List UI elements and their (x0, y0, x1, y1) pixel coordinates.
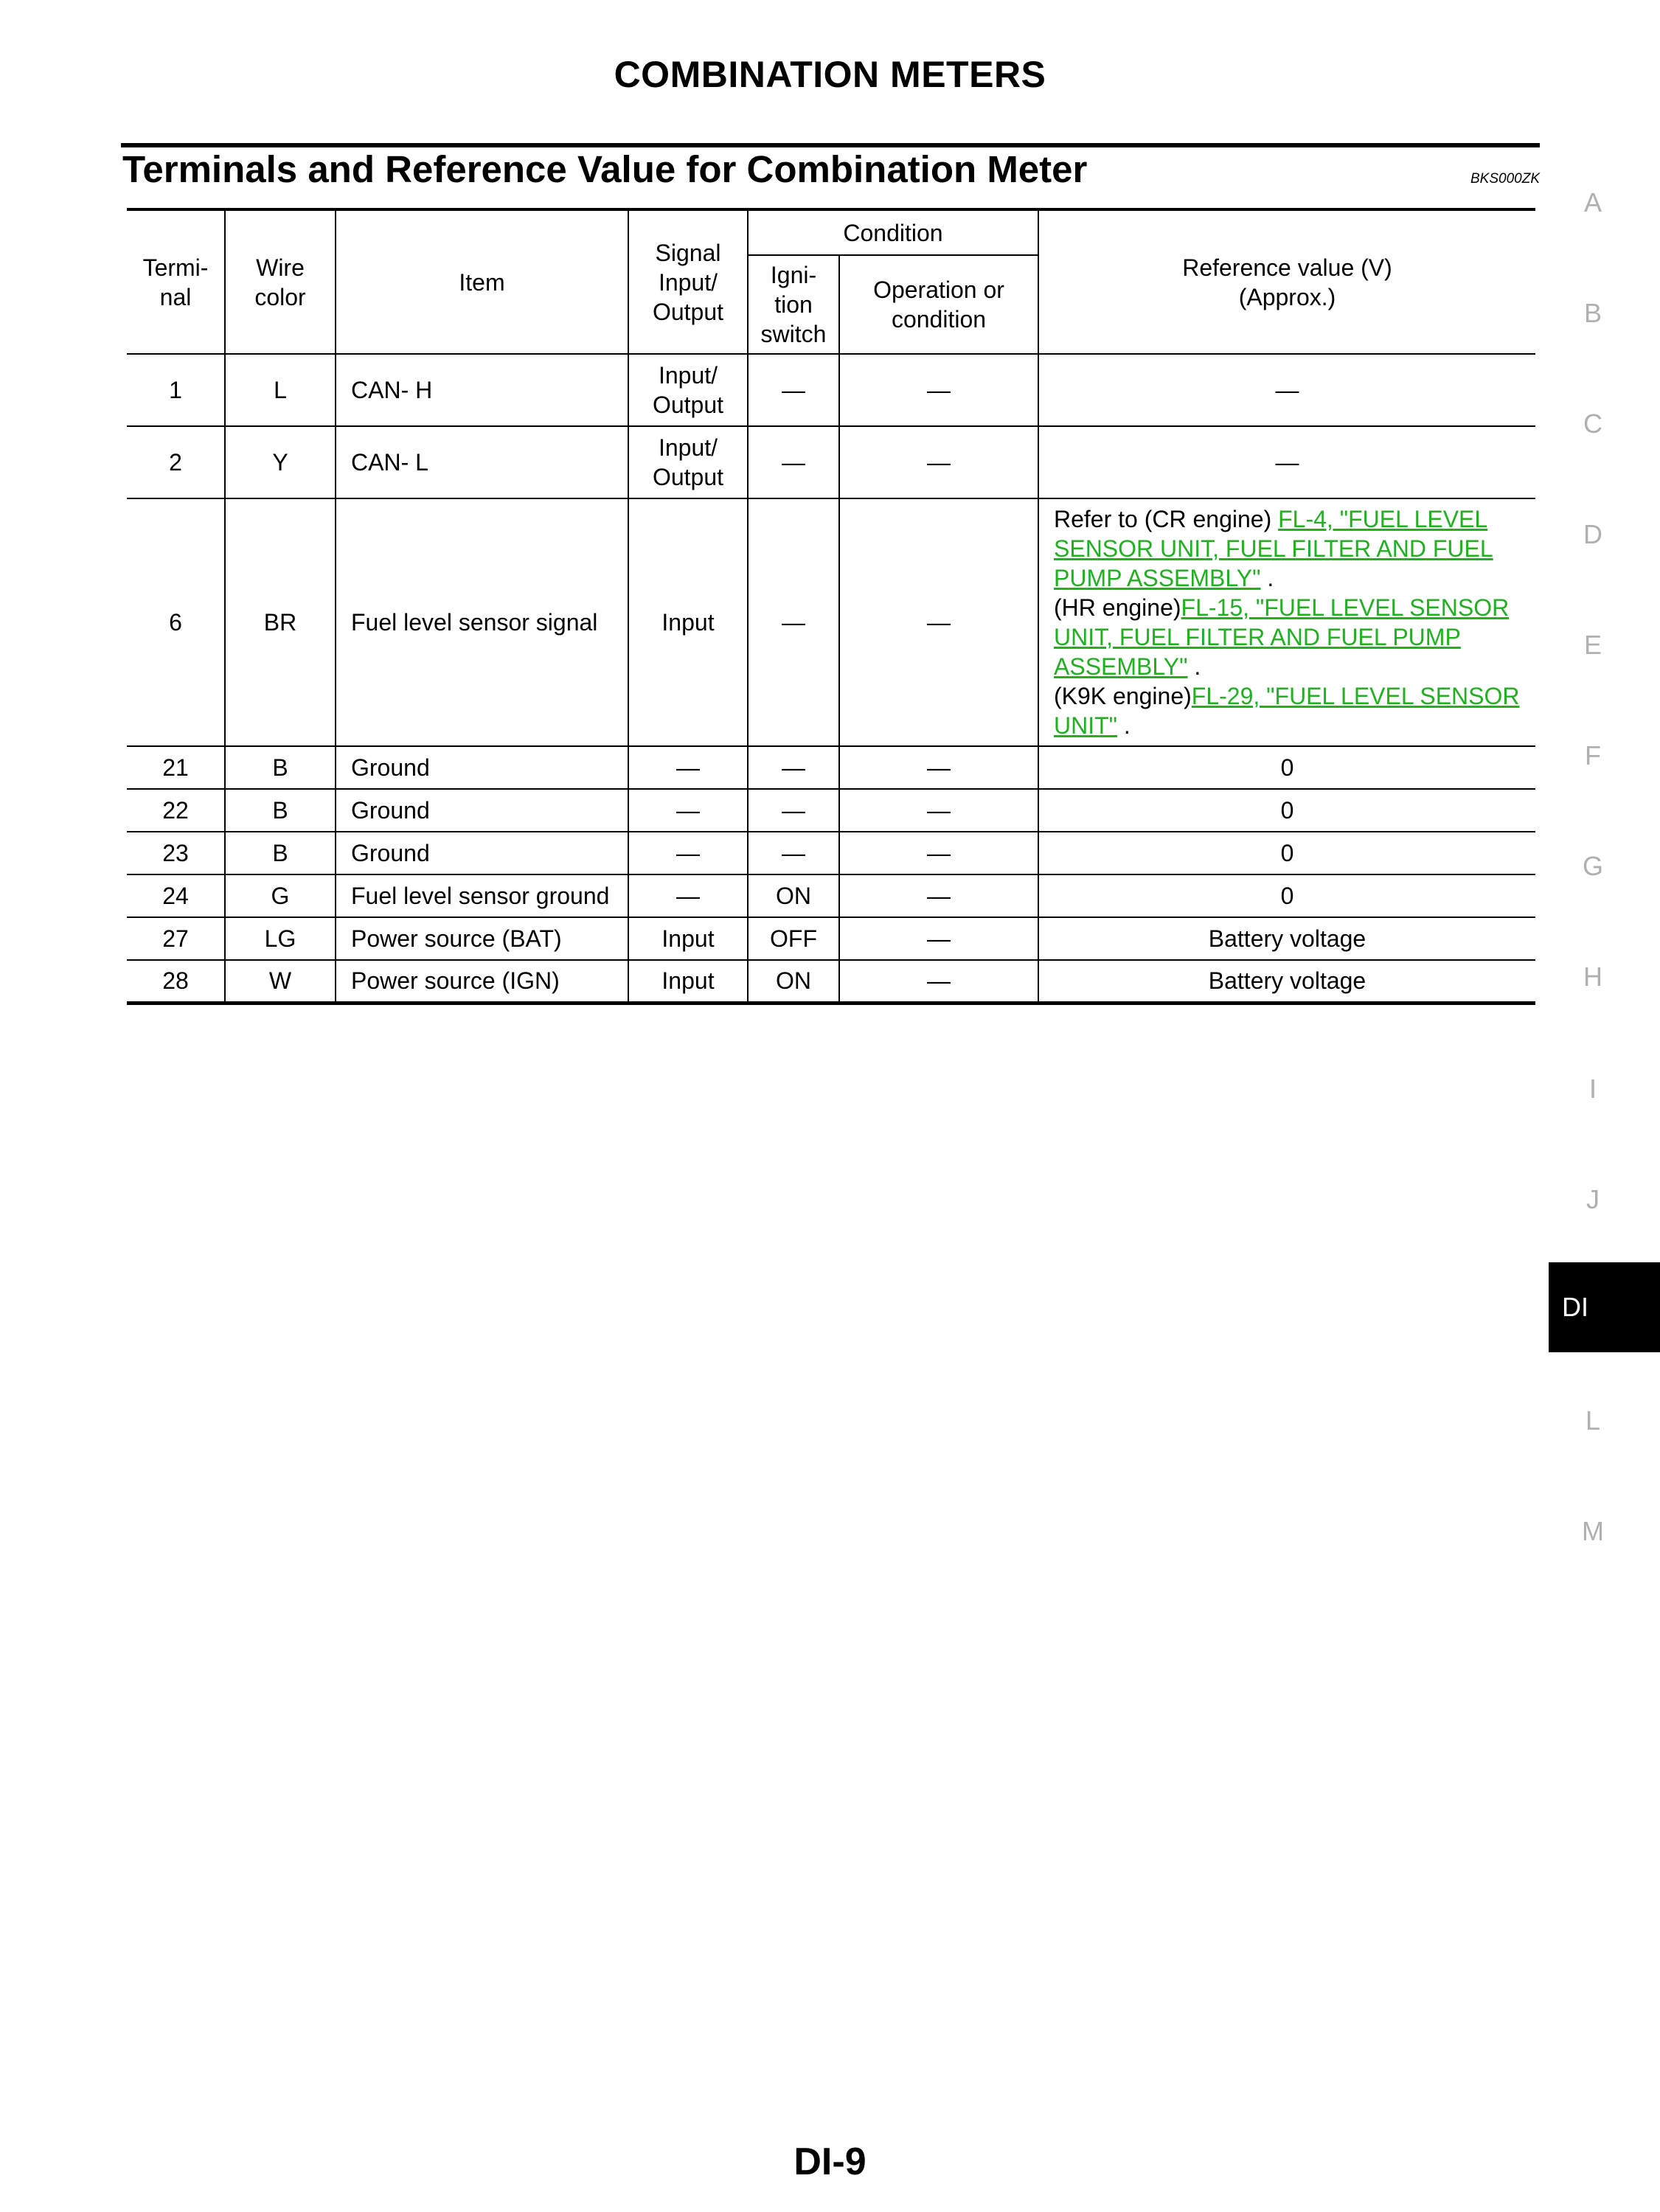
ignition-cell: — (748, 789, 839, 832)
side-tab-c[interactable]: C (1583, 408, 1602, 439)
wire-color-cell: W (225, 960, 336, 1003)
item-cell: Power source (IGN) (336, 960, 628, 1003)
side-tab-e[interactable]: E (1583, 630, 1602, 660)
reference-cell: 0 (1038, 874, 1535, 917)
reference-text: (K9K engine) (1054, 683, 1192, 709)
table-row (127, 498, 1535, 746)
operation-cell: — (839, 746, 1038, 789)
header-condition: Condition (748, 211, 1038, 255)
wire-color-cell: Y (225, 426, 336, 498)
signal-cell: — (628, 832, 748, 874)
side-tab-di-active[interactable]: DI (1549, 1262, 1660, 1352)
item-cell: Fuel level sensor ground (336, 874, 628, 917)
table-row (127, 789, 1535, 832)
reference-cell: — (1038, 354, 1535, 426)
table-row (127, 426, 1535, 498)
link-fl-4[interactable]: FL-4, "FUEL LEVEL SENSOR UNIT, FUEL FILTER AND FUEL PUMP ASSEMBLY" (1054, 506, 1493, 591)
wire-color-cell: B (225, 746, 336, 789)
ignition-cell: — (748, 746, 839, 789)
signal-cell: Input (628, 917, 748, 960)
terminal-cell: 24 (127, 874, 225, 917)
wire-color-cell: G (225, 874, 336, 917)
signal-cell: — (628, 746, 748, 789)
item-cell: Fuel level sensor signal (336, 498, 628, 746)
side-tab-b[interactable]: B (1583, 298, 1602, 328)
terminal-cell: 21 (127, 746, 225, 789)
operation-cell: — (839, 426, 1038, 498)
table-row (127, 354, 1535, 426)
operation-cell: — (839, 874, 1038, 917)
item-cell: CAN- H (336, 354, 628, 426)
ignition-cell: — (748, 354, 839, 426)
terminal-cell: 6 (127, 498, 225, 746)
header-wire-color: Wire color (225, 211, 336, 354)
reference-text: . (1117, 712, 1131, 739)
operation-cell: — (839, 354, 1038, 426)
item-cell: Ground (336, 789, 628, 832)
reference-text: (HR engine) (1054, 594, 1181, 621)
reference-text: . (1187, 653, 1201, 680)
section-code: BKS000ZK (1470, 171, 1540, 187)
wire-color-cell: B (225, 789, 336, 832)
operation-cell: — (839, 789, 1038, 832)
ignition-cell: ON (748, 960, 839, 1003)
link-fl-15[interactable]: FL-15, "FUEL LEVEL SENSOR UNIT, FUEL FILTER AND FUEL PUMP ASSEMBLY" (1054, 594, 1510, 680)
page-number: DI-9 (793, 2140, 867, 2183)
terminal-cell: 23 (127, 832, 225, 874)
reference-cell: Battery voltage (1038, 917, 1535, 960)
table-row (127, 832, 1535, 874)
reference-cell: 0 (1038, 746, 1535, 789)
header-item: Item (336, 211, 628, 354)
ignition-cell: — (748, 426, 839, 498)
operation-cell: — (839, 832, 1038, 874)
reference-cell: — (1038, 426, 1535, 498)
signal-cell: Input/ Output (628, 354, 748, 426)
terminal-reference-table (127, 211, 1535, 1005)
table-row (127, 960, 1535, 1003)
side-tab-f[interactable]: F (1585, 740, 1601, 771)
side-tab-i[interactable]: I (1588, 1074, 1597, 1104)
side-tab-h[interactable]: H (1583, 961, 1602, 992)
reference-cell: 0 (1038, 832, 1535, 874)
side-tab-d[interactable]: D (1583, 519, 1602, 549)
header-terminal: Termi- nal (127, 211, 225, 354)
header-reference: Reference value (V) (Approx.) (1038, 211, 1535, 354)
table-row (127, 746, 1535, 789)
ignition-cell: — (748, 832, 839, 874)
item-cell: Ground (336, 746, 628, 789)
terminal-cell: 28 (127, 960, 225, 1003)
operation-cell: — (839, 498, 1038, 746)
side-tab-j[interactable]: J (1586, 1184, 1600, 1214)
signal-cell: — (628, 874, 748, 917)
header-operation: Operation or condition (839, 255, 1038, 354)
header-signal: Signal Input/ Output (628, 211, 748, 354)
terminal-cell: 22 (127, 789, 225, 832)
terminal-cell: 1 (127, 354, 225, 426)
wire-color-cell: L (225, 354, 336, 426)
side-tab-a[interactable]: A (1583, 187, 1602, 218)
operation-cell: — (839, 960, 1038, 1003)
signal-cell: — (628, 789, 748, 832)
reference-cell (1038, 498, 1535, 746)
ignition-cell: OFF (748, 917, 839, 960)
reference-text: . (1260, 565, 1274, 591)
item-cell: CAN- L (336, 426, 628, 498)
header-ignition-switch: Igni- tion switch (748, 255, 839, 354)
item-cell: Power source (BAT) (336, 917, 628, 960)
reference-text: Refer to (CR engine) (1054, 506, 1279, 532)
reference-cell: 0 (1038, 789, 1535, 832)
signal-cell: Input (628, 960, 748, 1003)
side-tab-l[interactable]: L (1585, 1405, 1601, 1436)
terminal-cell: 2 (127, 426, 225, 498)
reference-cell: Battery voltage (1038, 960, 1535, 1003)
table-row (127, 917, 1535, 960)
link-fl-29[interactable]: FL-29, "FUEL LEVEL SENSOR UNIT" (1054, 683, 1520, 739)
signal-cell: Input/ Output (628, 426, 748, 498)
wire-color-cell: LG (225, 917, 336, 960)
operation-cell: — (839, 917, 1038, 960)
section-title: Terminals and Reference Value for Combination Meter (122, 148, 1088, 190)
ignition-cell: — (748, 498, 839, 746)
table-row (127, 874, 1535, 917)
side-tab-g[interactable]: G (1582, 851, 1603, 881)
ignition-cell: ON (748, 874, 839, 917)
wire-color-cell: BR (225, 498, 336, 746)
signal-cell: Input (628, 498, 748, 746)
item-cell: Ground (336, 832, 628, 874)
wire-color-cell: B (225, 832, 336, 874)
page-header: COMBINATION METERS (614, 54, 1046, 95)
terminal-cell: 27 (127, 917, 225, 960)
side-tab-m[interactable]: M (1582, 1516, 1604, 1546)
